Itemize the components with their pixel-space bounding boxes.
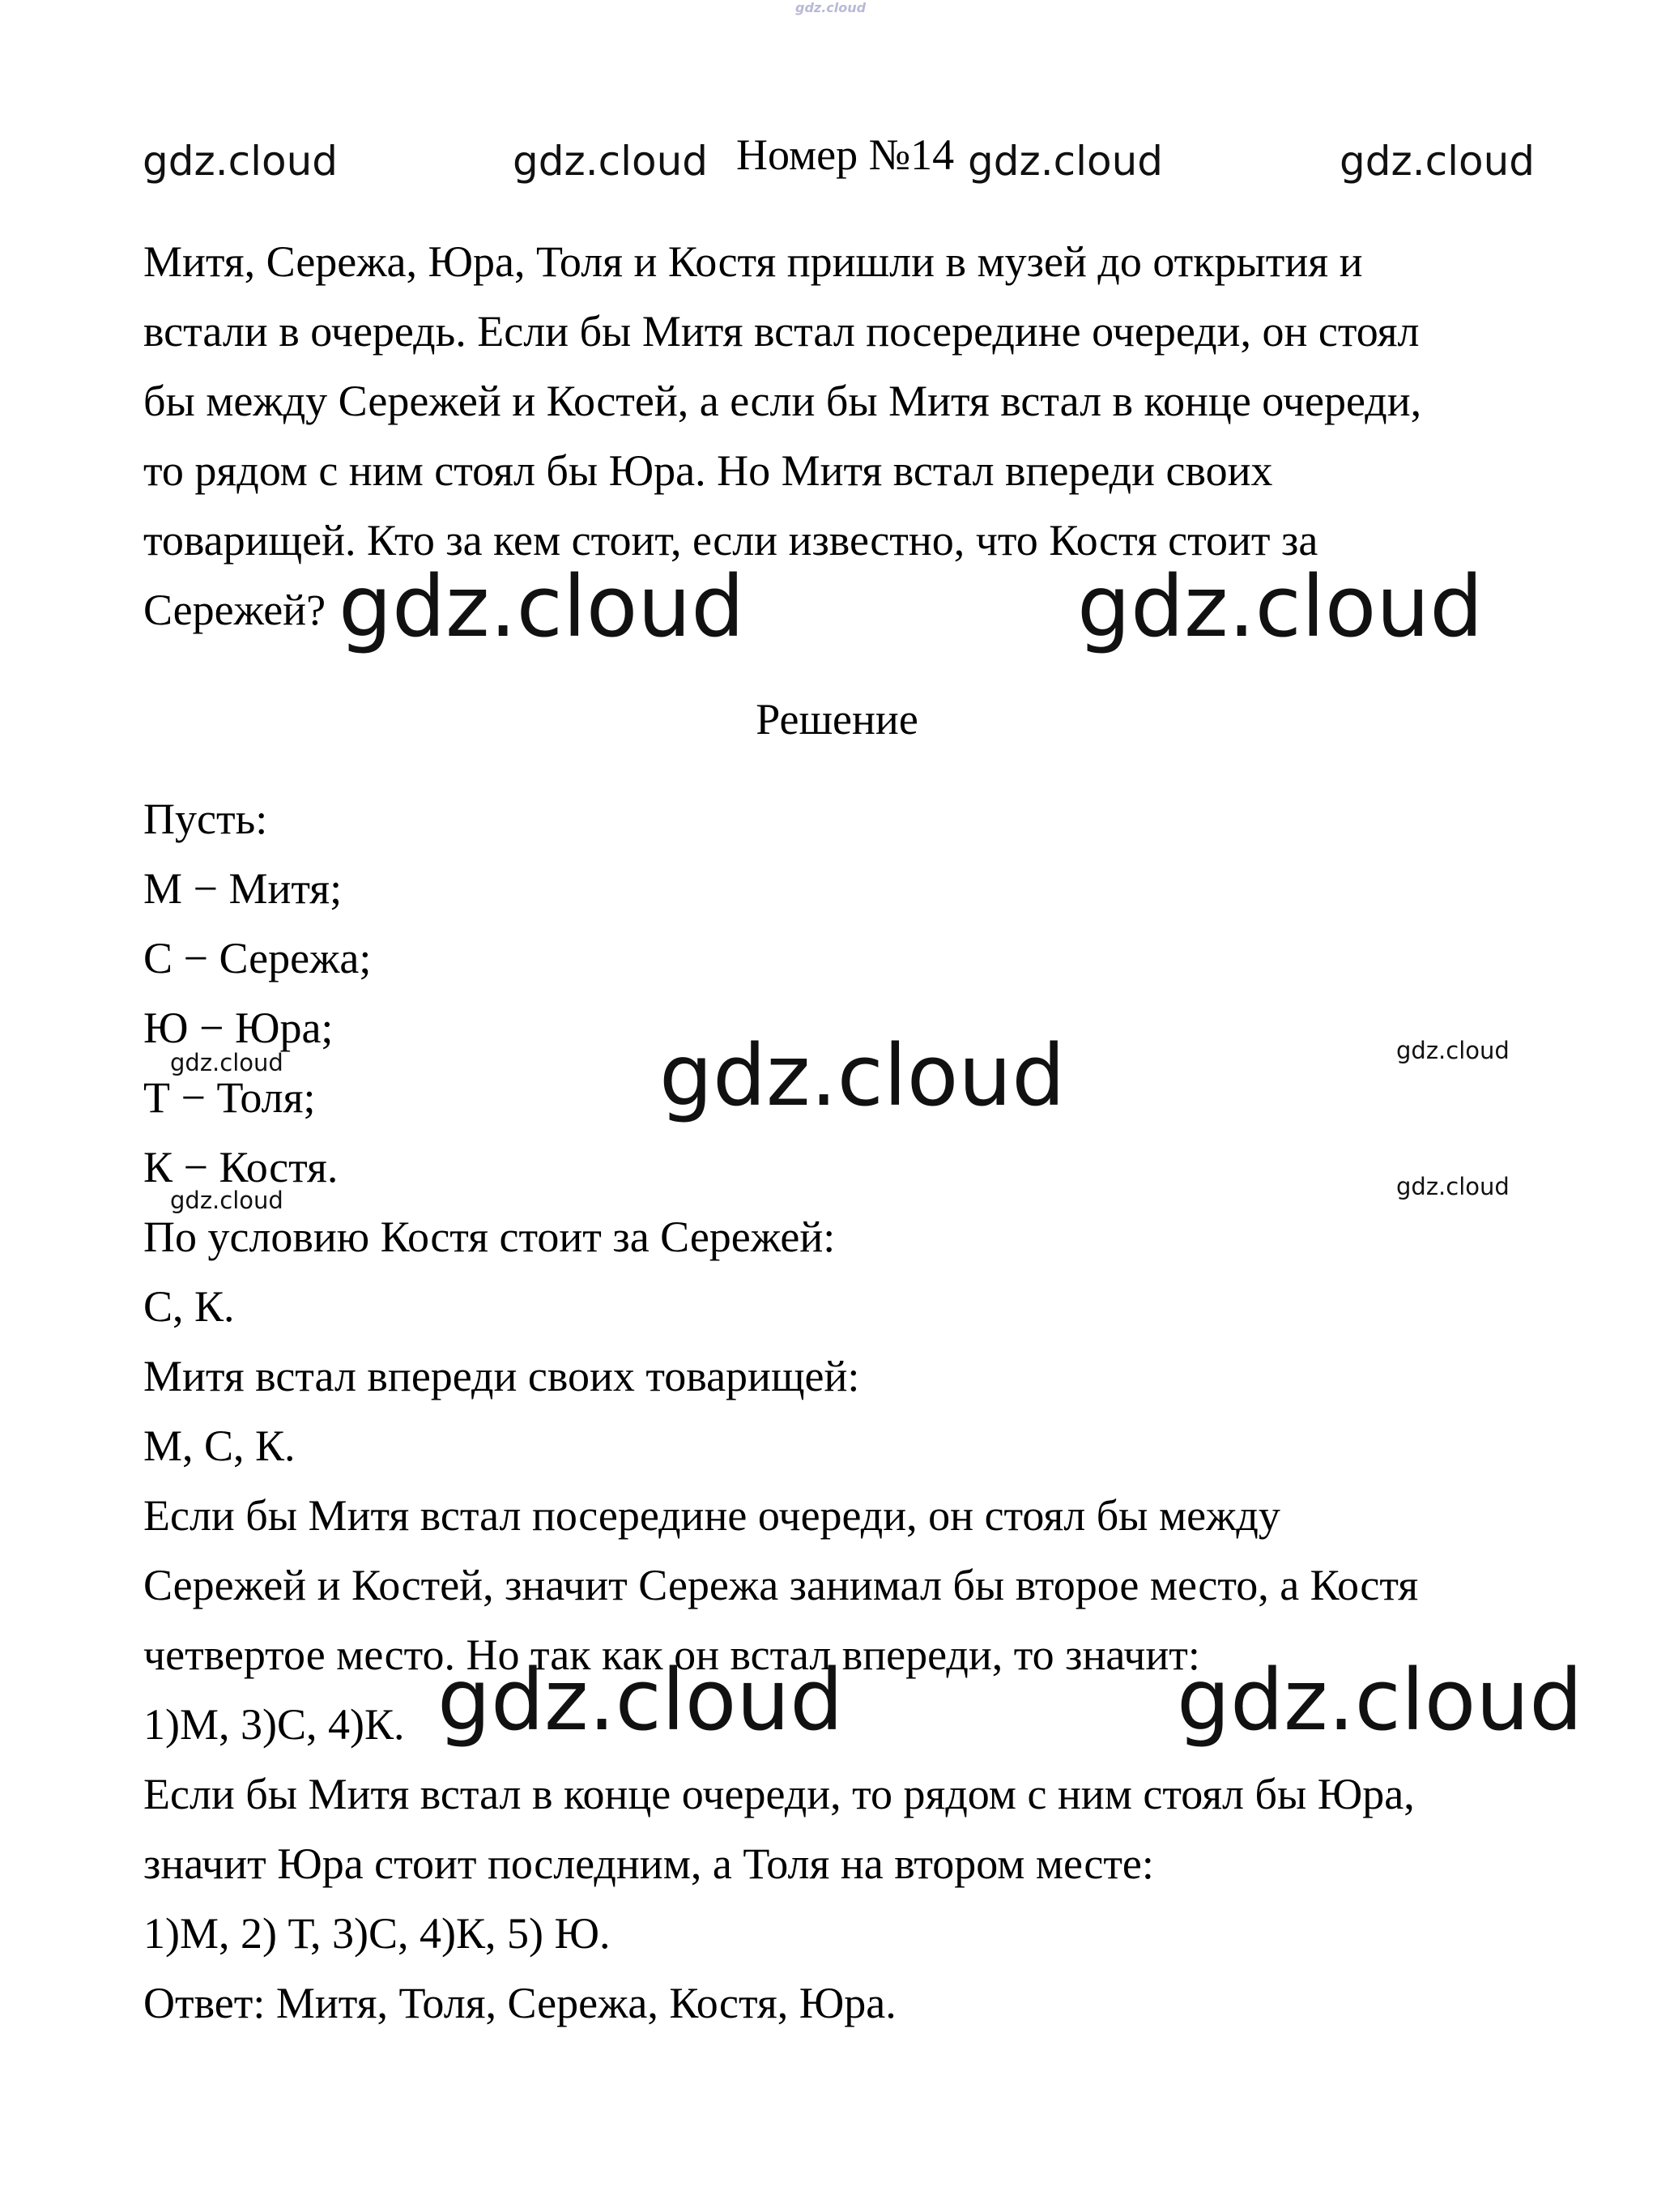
solution-line: Митя встал впереди своих товарищей:: [143, 1352, 860, 1400]
solution-heading: Решение: [756, 695, 918, 744]
solution-line: К − Костя.: [143, 1143, 339, 1191]
solution-line: С, К.: [143, 1282, 235, 1331]
solution-line: М − Митя;: [143, 864, 343, 913]
solution-line: Т − Толя;: [143, 1073, 316, 1122]
solution-line: значит Юра стоит последним, а Толя на втором месте:: [143, 1839, 1154, 1888]
problem-line: Сережей?: [143, 586, 326, 634]
watermark: gdz.cloud: [513, 138, 709, 185]
solution-line: С − Сережа;: [143, 934, 372, 982]
solution-line: М, С, К.: [143, 1421, 296, 1470]
watermark: gdz.cloud: [1340, 138, 1536, 185]
solution-line: Если бы Митя встал в конце очереди, то рядом с ним стоял бы Юра,: [143, 1770, 1415, 1818]
solution-line: 1)М, 3)С, 4)К.: [143, 1700, 405, 1749]
watermark: gdz.cloud: [339, 557, 745, 656]
watermark: gdz.cloud: [437, 1651, 844, 1750]
problem-line: встали в очередь. Если бы Митя встал посередине очереди, он стоял: [143, 307, 1420, 356]
watermark-top: gdz.cloud: [795, 0, 867, 15]
problem-line: то рядом с ним стоял бы Юра. Но Митя встал впереди своих: [143, 446, 1273, 495]
solution-line: 1)М, 2) Т, 3)С, 4)К, 5) Ю.: [143, 1909, 611, 1958]
watermark: gdz.cloud: [143, 138, 339, 185]
watermark: gdz.cloud: [170, 1049, 283, 1076]
problem-line: бы между Сережей и Костей, а если бы Митя встал в конце очереди,: [143, 377, 1422, 425]
solution-line: По условию Костя стоит за Сережей:: [143, 1213, 836, 1261]
watermark: gdz.cloud: [1177, 1651, 1583, 1750]
watermark: gdz.cloud: [1077, 557, 1484, 656]
solution-line: Ю − Юра;: [143, 1004, 334, 1052]
solution-line: Пусть:: [143, 795, 268, 843]
watermark: gdz.cloud: [659, 1026, 1066, 1125]
solution-line: четвертое место. Но так как он встал впереди, то значит:: [143, 1630, 1200, 1679]
problem-line: товарищей. Кто за кем стоит, если известно, что Костя стоит за: [143, 516, 1318, 565]
problem-line: Митя, Сережа, Юра, Толя и Костя пришли в музей до открытия и: [143, 237, 1363, 286]
solution-line: Если бы Митя встал посередине очереди, он стоял бы между: [143, 1491, 1280, 1540]
watermark: gdz.cloud: [1396, 1037, 1510, 1064]
document-title: Номер №14: [736, 130, 955, 179]
solution-line: Сережей и Костей, значит Сережа занимал бы второе место, а Костя: [143, 1561, 1419, 1609]
watermark: gdz.cloud: [968, 138, 1164, 185]
watermark: gdz.cloud: [1396, 1173, 1510, 1200]
watermark: gdz.cloud: [170, 1187, 283, 1214]
solution-line: Ответ: Митя, Толя, Сережа, Костя, Юра.: [143, 1979, 897, 2027]
